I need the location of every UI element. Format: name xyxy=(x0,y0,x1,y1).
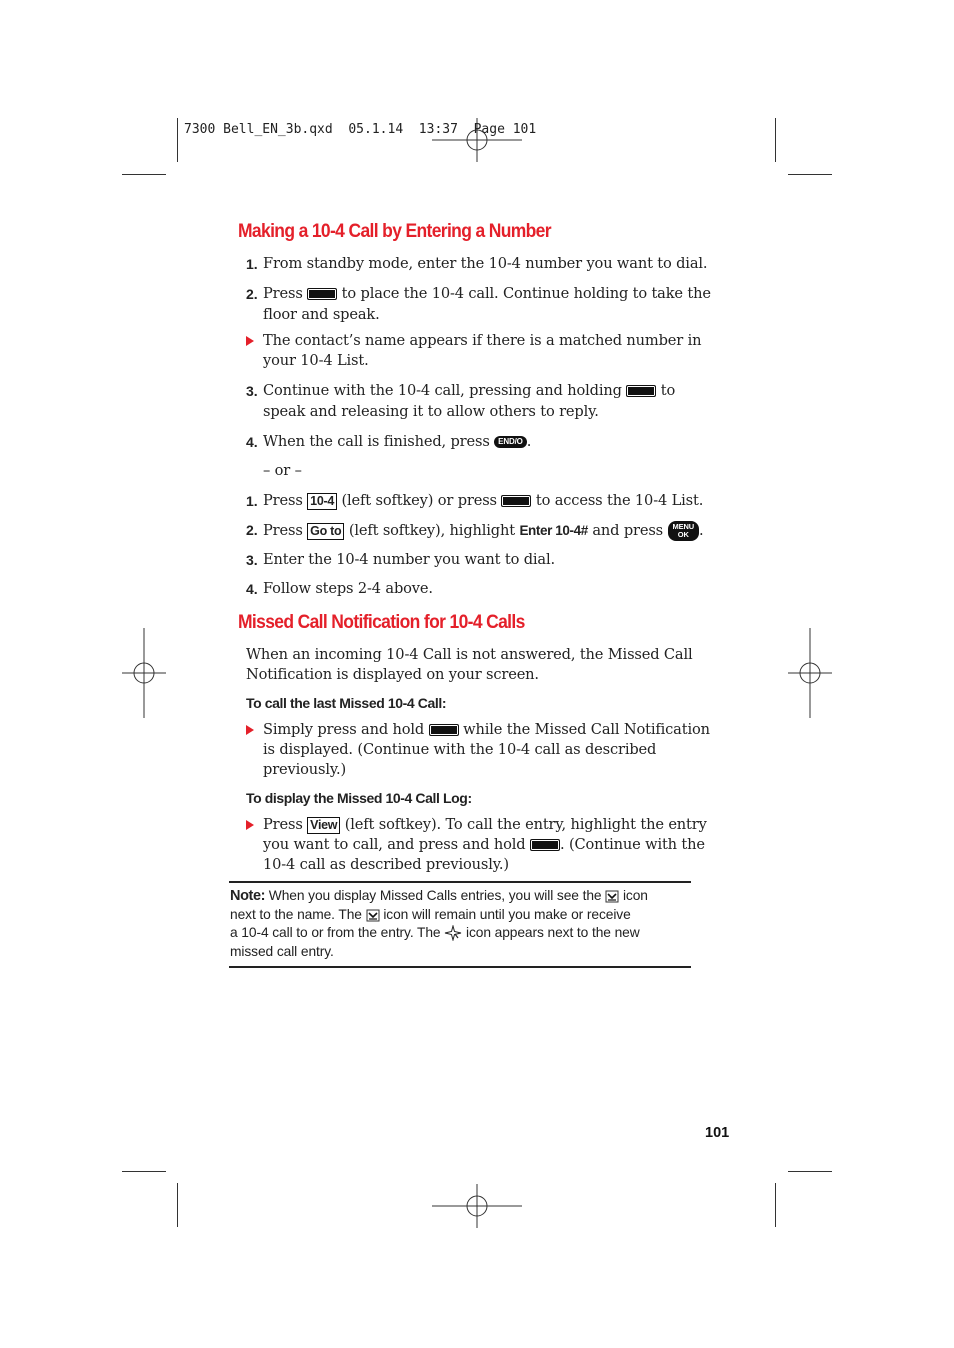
bullet-text: 10-4 call as described previously.) xyxy=(263,856,509,873)
softkey-10-4: 10-4 xyxy=(307,493,337,510)
note-bottom-rule xyxy=(229,966,691,968)
bullet-text: The contact’s name appears if there is a matched number in xyxy=(263,332,702,349)
step-number: 1. xyxy=(246,493,258,509)
page-number: 101 xyxy=(705,1125,730,1141)
note-line-4: missed call entry. xyxy=(230,944,334,959)
note-top-rule xyxy=(229,881,691,883)
step-number: 2. xyxy=(246,286,258,302)
note-line-2: next to the name. The icon will remain until you make or receive xyxy=(230,907,631,922)
step-3-text: Continue with the 10-4 call, pressing and holding to xyxy=(263,382,676,399)
softkey-go-to: Go to xyxy=(307,523,344,540)
new-missed-call-star-icon xyxy=(444,925,462,941)
step-number: 4. xyxy=(246,581,258,597)
note-line-3: a 10-4 call to or from the entry. The icon appears next to the new xyxy=(230,925,640,940)
step-3-continued: speak and releasing it to allow others to reply. xyxy=(263,403,599,420)
side-key-icon xyxy=(626,385,656,397)
end-key-icon: END/O xyxy=(494,436,527,448)
alt-step-4-text: Follow steps 2-4 above. xyxy=(263,580,433,597)
note-label: Note: xyxy=(230,888,266,904)
bullet-arrow-icon xyxy=(246,820,254,830)
step-number: 3. xyxy=(246,383,258,399)
step-number: 3. xyxy=(246,552,258,568)
step-1-text: From standby mode, enter the 10-4 number you want to dial. xyxy=(263,255,708,272)
bullet-text: Press View (left softkey). To call the entry, highlight the entry xyxy=(263,816,707,833)
subheading-call-last-missed: To call the last Missed 10-4 Call: xyxy=(246,695,447,711)
bullet-arrow-icon xyxy=(246,336,254,346)
missed-call-icon xyxy=(366,909,380,922)
alt-step-2-text: Press Go to (left softkey), highlight Enter 10-4# and press MENU OK . xyxy=(263,522,704,539)
printer-slug: 7300 Bell_EN_3b.qxd 05.1.14 13:37 Page 101 xyxy=(184,122,537,137)
side-key-icon xyxy=(307,288,337,300)
intro-text: Notification is displayed on your screen. xyxy=(246,666,539,683)
note-line-1: Note: When you display Missed Calls entries, you will see the icon xyxy=(230,888,648,904)
step-number: 4. xyxy=(246,434,258,450)
side-key-icon xyxy=(429,724,459,736)
bullet-text: your 10-4 List. xyxy=(263,352,369,369)
bullet-text: Simply press and hold while the Missed Call Notification xyxy=(263,721,710,738)
bullet-arrow-icon xyxy=(246,725,254,735)
alt-step-1-text: Press 10-4 (left softkey) or press to access the 10-4 List. xyxy=(263,492,704,509)
bullet-text: previously.) xyxy=(263,761,347,778)
subheading-display-missed-log: To display the Missed 10-4 Call Log: xyxy=(246,790,472,806)
step-2-text: Press to place the 10-4 call. Continue holding to take the xyxy=(263,285,711,302)
bullet-text: you want to call, and press and hold . (Continue with the xyxy=(263,836,705,853)
alt-step-3-text: Enter the 10-4 number you want to dial. xyxy=(263,551,555,568)
softkey-view: View xyxy=(307,817,340,834)
section-heading-making-call: Making a 10-4 Call by Entering a Number xyxy=(238,221,551,242)
step-4-text: When the call is finished, press END/O . xyxy=(263,433,532,450)
missed-call-icon xyxy=(605,890,619,903)
step-2-continued: floor and speak. xyxy=(263,306,380,323)
menu-option-enter-10-4: Enter 10-4# xyxy=(519,523,588,538)
section-heading-missed-call: Missed Call Notification for 10-4 Calls xyxy=(238,612,525,633)
step-number: 1. xyxy=(246,256,258,272)
step-number: 2. xyxy=(246,522,258,538)
bullet-text: is displayed. (Continue with the 10-4 call as described xyxy=(263,741,657,758)
intro-text: When an incoming 10-4 Call is not answered, the Missed Call xyxy=(246,646,693,663)
side-key-icon xyxy=(501,495,531,507)
or-separator: – or – xyxy=(263,462,302,479)
menu-ok-key-icon: MENU OK xyxy=(668,521,699,541)
side-key-icon xyxy=(530,839,560,851)
